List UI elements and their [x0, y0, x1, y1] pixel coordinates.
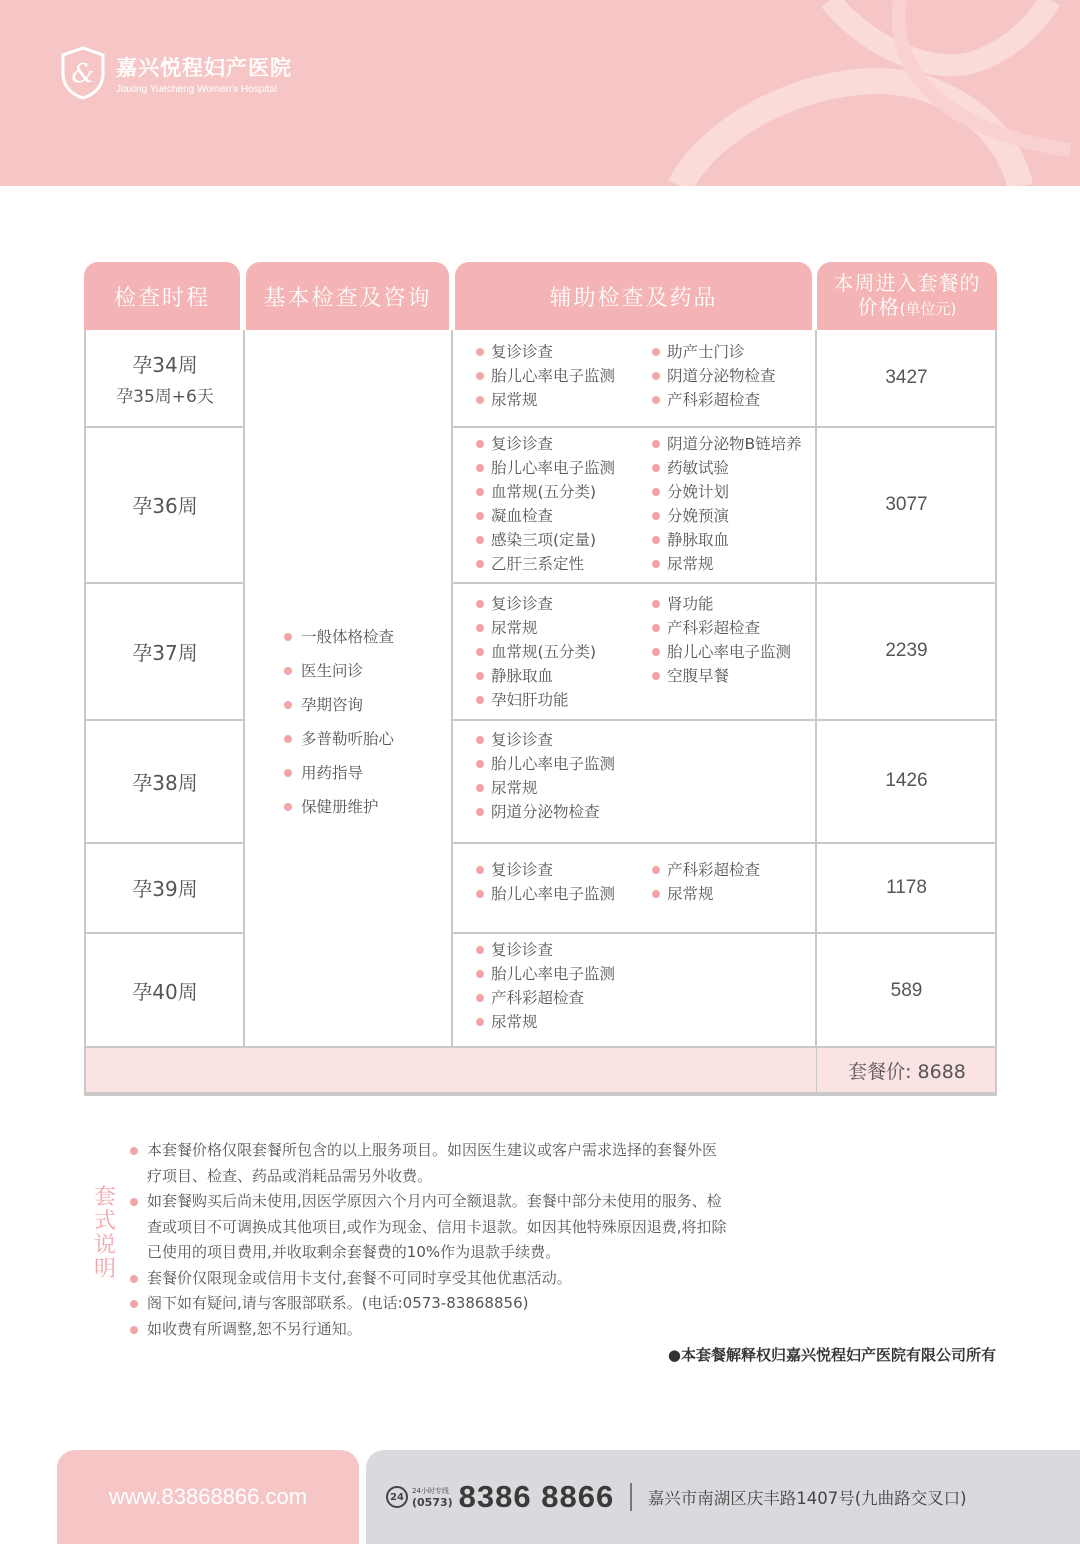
note-item: 阁下如有疑问,请与客服部联系。(电话:0573-83868856) — [130, 1291, 730, 1317]
bullet-icon — [130, 1275, 138, 1283]
note-item: 如收费有所调整,恕不另行通知。 — [130, 1317, 730, 1343]
bullet-icon — [476, 648, 484, 656]
phone-icon: 24 — [386, 1486, 408, 1508]
bullet-icon — [130, 1147, 138, 1155]
bullet-icon — [476, 512, 484, 520]
bullet-icon — [476, 1018, 484, 1026]
list-item: 孕期咨询 — [284, 688, 394, 722]
phone-area-code: (0573) — [412, 1496, 453, 1509]
list-item: 用药指导 — [284, 756, 394, 790]
list-item: 肾功能 — [652, 592, 822, 616]
aux-items — [476, 938, 776, 1034]
list-item: 胎儿心率电子监测 — [652, 640, 822, 664]
header-basic: 基本检查及咨询 — [246, 262, 449, 330]
header-aux: 辅助检查及药品 — [455, 262, 812, 330]
list-item: 复诊诊查 — [476, 858, 652, 882]
list-item: 分娩计划 — [652, 480, 822, 504]
bullet-icon — [652, 348, 660, 356]
notes-side-title: 套 式 说 明 — [93, 1185, 116, 1282]
bullet-icon — [652, 372, 660, 380]
list-item: 医生问诊 — [284, 654, 394, 688]
divider — [630, 1483, 632, 1511]
list-item: 空腹早餐 — [652, 664, 822, 688]
list-item: 阴道分泌物B链培养 — [652, 432, 822, 456]
bullet-icon — [130, 1326, 138, 1334]
bullet-icon — [476, 890, 484, 898]
list-item: 产科彩超检查 — [476, 986, 776, 1010]
stage-cell — [86, 427, 244, 582]
list-item: 尿常规 — [476, 1010, 776, 1034]
aux-items — [476, 858, 822, 906]
bullet-icon — [130, 1198, 138, 1206]
list-item: 尿常规 — [652, 552, 822, 576]
bullet-icon — [476, 464, 484, 472]
header-stage: 检查时程 — [84, 262, 240, 330]
bullet-icon — [652, 512, 660, 520]
list-item: 静脉取血 — [652, 528, 822, 552]
price-cell: 3427 — [885, 367, 928, 388]
bullet-icon — [652, 440, 660, 448]
bullet-icon — [476, 600, 484, 608]
bullet-icon — [476, 440, 484, 448]
shield-logo-icon — [60, 46, 106, 100]
stage-label: 孕36周 — [132, 494, 198, 518]
aux-items — [476, 728, 776, 824]
list-item: 胎儿心率电子监测 — [476, 882, 652, 906]
list-item: 产科彩超检查 — [652, 858, 822, 882]
website-link[interactable]: www.83868866.com — [57, 1450, 359, 1544]
bullet-icon — [476, 536, 484, 544]
stage-label: 孕40周 — [132, 980, 198, 1004]
bullet-icon — [284, 667, 292, 675]
basic-items — [284, 620, 394, 824]
bullet-icon — [130, 1300, 138, 1308]
list-item: 复诊诊查 — [476, 938, 776, 962]
list-item: 血常规(五分类) — [476, 640, 652, 664]
bullet-icon — [476, 696, 484, 704]
list-item: 产科彩超检查 — [652, 388, 822, 412]
note-item: 如套餐购买后尚未使用,因医学原因六个月内可全额退款。套餐中部分未使用的服务、检查或项目不可调换成其他项目,或作为现金、信用卡退款。如因其他特殊原因退费,将扣除已使用的项目费用,并收取剩余套餐费的10%作为退款手续费。 — [130, 1189, 730, 1266]
bullet-icon — [476, 488, 484, 496]
stage-cell — [86, 583, 244, 719]
list-item: 孕妇肝功能 — [476, 688, 652, 712]
aux-items — [476, 340, 822, 412]
hospital-name-en: Jiaxing Yuecheng Women's Hospital — [116, 83, 278, 95]
list-item: 尿常规 — [476, 616, 652, 640]
phone-label — [412, 1486, 453, 1508]
list-item: 阴道分泌物检查 — [476, 800, 776, 824]
stage-label: 孕34周 — [132, 353, 198, 377]
list-item: 阴道分泌物检查 — [652, 364, 822, 388]
price-cell: 1178 — [886, 876, 927, 898]
bullet-icon — [476, 866, 484, 874]
price-cell: 3077 — [885, 493, 928, 515]
list-item: 复诊诊查 — [476, 728, 776, 752]
list-item: 复诊诊查 — [476, 432, 652, 456]
list-item: 静脉取血 — [476, 664, 652, 688]
bullet-icon — [652, 648, 660, 656]
bullet-icon — [284, 633, 292, 641]
stage-cell — [86, 933, 244, 1048]
price-cell: 2239 — [885, 640, 928, 661]
divider — [451, 330, 453, 1048]
list-item: 复诊诊查 — [476, 592, 652, 616]
bullet-icon — [476, 994, 484, 1002]
list-item: 产科彩超检查 — [652, 616, 822, 640]
copyright-note: ●本套餐解释权归嘉兴悦程妇产医院有限公司所有 — [667, 1346, 996, 1364]
phone-number[interactable]: 8386 8866 — [458, 1479, 615, 1514]
bullet-icon — [652, 890, 660, 898]
bullet-icon — [476, 970, 484, 978]
bullet-icon — [652, 624, 660, 632]
bullet-icon — [476, 784, 484, 792]
list-item: 胎儿心率电子监测 — [476, 752, 776, 776]
list-item: 感染三项(定量) — [476, 528, 652, 552]
hospital-name-cn: 嘉兴悦程妇产医院 — [116, 55, 292, 80]
header-price-unit: (单位元) — [899, 300, 957, 318]
list-item: 胎儿心率电子监测 — [476, 364, 652, 388]
header-price — [817, 262, 997, 330]
bullet-icon — [476, 736, 484, 744]
header-banner — [0, 0, 1080, 186]
header-price-line2: 价格 — [857, 295, 900, 319]
price-cell: 589 — [890, 979, 923, 1001]
stage-cell — [86, 330, 244, 426]
bullet-icon — [476, 560, 484, 568]
phone-hotline-label: 24小时专线 — [412, 1487, 449, 1495]
bullet-icon — [284, 769, 292, 777]
list-item: 尿常规 — [476, 776, 776, 800]
bullet-icon — [284, 803, 292, 811]
bullet-icon — [652, 560, 660, 568]
bullet-icon — [652, 464, 660, 472]
aux-items — [476, 592, 822, 712]
bullet-icon — [476, 348, 484, 356]
bullet-icon — [476, 672, 484, 680]
list-item: 尿常规 — [652, 882, 822, 906]
bullet-icon — [652, 672, 660, 680]
note-item: 本套餐价格仅限套餐所包含的以上服务项目。如因医生建议或客户需求选择的套餐外医疗项目、检查、药品或消耗品需另外收费。 — [130, 1138, 730, 1189]
svg-text:&: & — [71, 59, 95, 89]
list-item: 药敏试验 — [652, 456, 822, 480]
note-item: 套餐价仅限现金或信用卡支付,套餐不可同时享受其他优惠活动。 — [130, 1266, 730, 1292]
list-item: 助产士门诊 — [652, 340, 822, 364]
list-item: 保健册维护 — [284, 790, 394, 824]
list-item: 一般体格检查 — [284, 620, 394, 654]
bullet-icon — [476, 624, 484, 632]
table-body — [84, 330, 997, 1096]
bullet-icon — [652, 866, 660, 874]
contact-bar — [366, 1450, 1080, 1544]
stage-cell — [86, 843, 244, 932]
list-item: 乙肝三系定性 — [476, 552, 652, 576]
total-price: 套餐价: 8688 — [816, 1048, 997, 1092]
stage-sublabel: 孕35周+6天 — [116, 387, 214, 407]
list-item: 多普勒听胎心 — [284, 722, 394, 756]
stage-label: 孕39周 — [132, 877, 198, 901]
aux-items — [476, 432, 822, 576]
bullet-icon — [652, 536, 660, 544]
list-item: 分娩预演 — [652, 504, 822, 528]
header-price-line1: 本周进入套餐的 — [833, 271, 981, 295]
address: 嘉兴市南湖区庆丰路1407号(九曲路交叉口) — [647, 1489, 967, 1508]
notes-list — [130, 1138, 730, 1342]
bullet-icon — [476, 396, 484, 404]
price-cell: 1426 — [885, 770, 928, 791]
bullet-icon — [476, 808, 484, 816]
list-item: 凝血检查 — [476, 504, 652, 528]
list-item: 复诊诊查 — [476, 340, 652, 364]
bullet-icon — [476, 760, 484, 768]
bullet-icon — [476, 372, 484, 380]
bullet-icon — [652, 396, 660, 404]
list-item: 尿常规 — [476, 388, 652, 412]
list-item: 胎儿心率电子监测 — [476, 962, 776, 986]
bullet-icon — [284, 735, 292, 743]
list-item: 血常规(五分类) — [476, 480, 652, 504]
bullet-icon — [284, 701, 292, 709]
total-row — [84, 1046, 997, 1094]
hospital-logo — [60, 46, 292, 100]
table-header — [84, 262, 997, 330]
bullet-icon — [652, 600, 660, 608]
stage-label: 孕37周 — [132, 640, 198, 665]
list-item: 胎儿心率电子监测 — [476, 456, 652, 480]
bullet-icon — [476, 946, 484, 954]
stage-cell — [86, 720, 244, 842]
bullet-icon — [652, 488, 660, 496]
decorative-swirl — [600, 0, 1080, 186]
stage-label: 孕38周 — [132, 770, 198, 795]
